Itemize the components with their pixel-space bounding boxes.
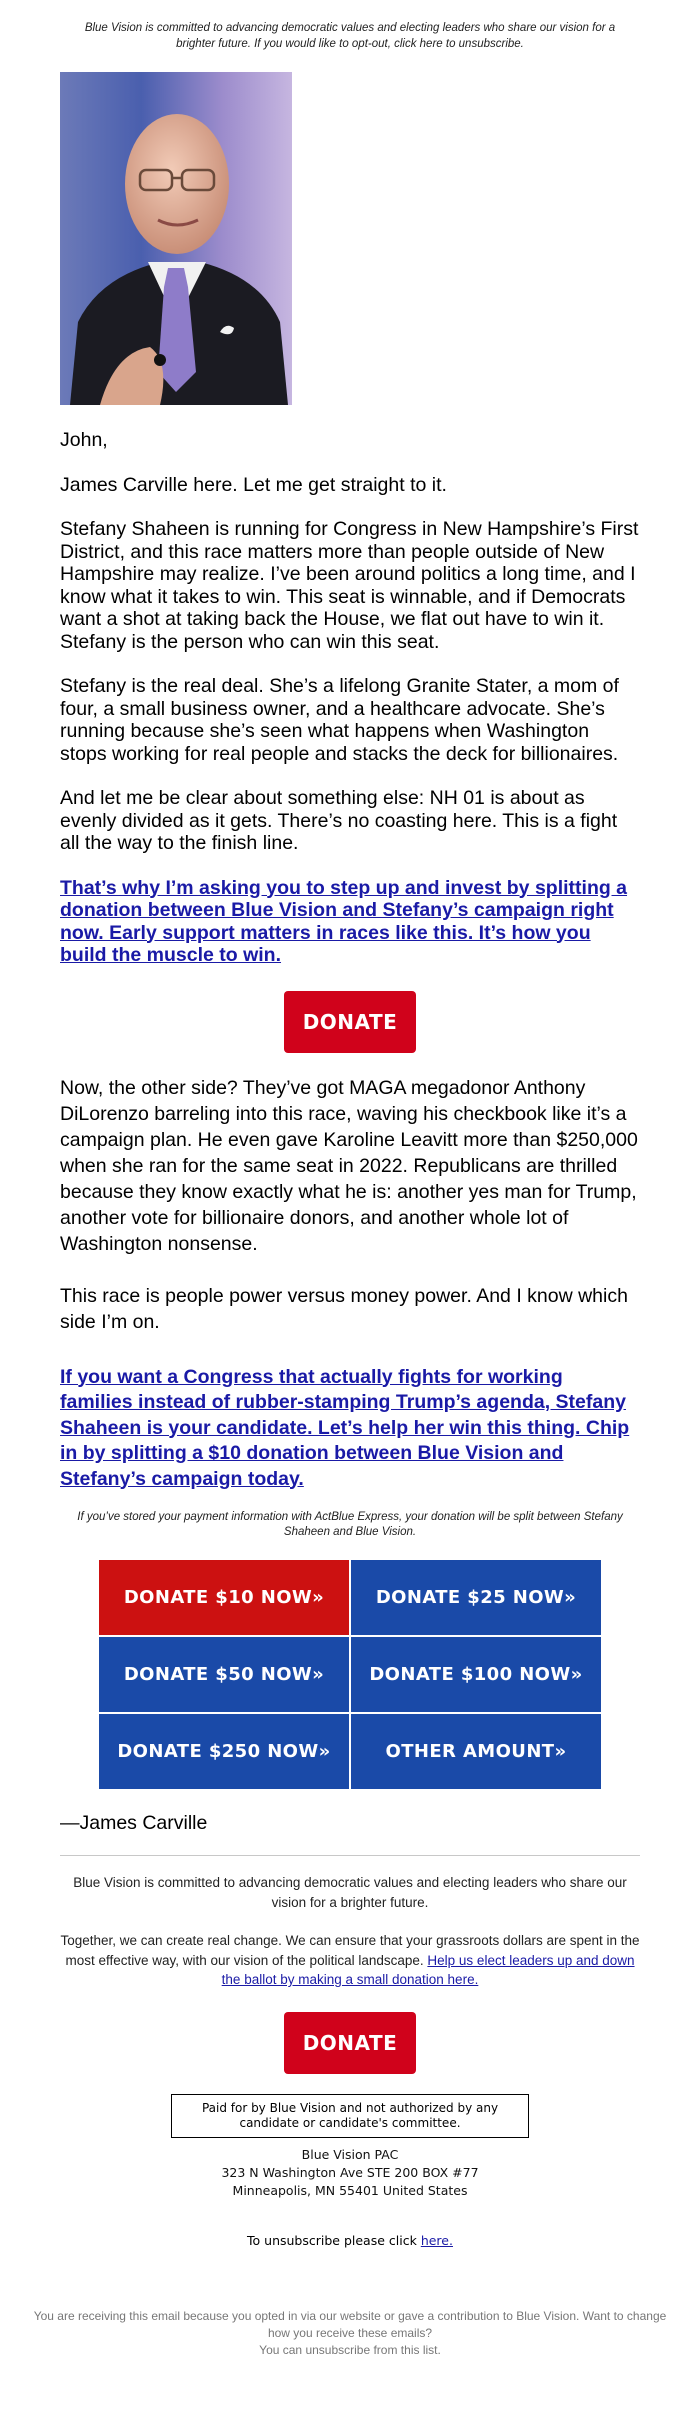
footer-mission: Blue Vision is committed to advancing democratic values and electing leaders who share our vision for a brighter future. — [73, 1875, 627, 1910]
bottom-notice-line-1: You are receiving this email because you opted in via our website or gave a contribution to Blue Vision. Want to change how you receive these emails? — [33, 2308, 667, 2340]
footer-together — [60, 1931, 640, 1990]
bottom-notice — [30, 2308, 670, 2359]
paragraph-intro: James Carville here. Let me get straight to it. — [60, 473, 447, 496]
salutation: John, — [60, 429, 108, 451]
bottom-notice-line-2[interactable]: You can unsubscribe from this list. — [259, 2342, 441, 2357]
address-line-1: 323 N Washington Ave STE 200 BOX #77 — [221, 2164, 479, 2180]
unsubscribe-line — [0, 2232, 700, 2250]
mailing-address — [0, 2146, 700, 2200]
paragraph-people-power: This race is people power versus money power. And I know which side I’m on. — [60, 1284, 628, 1333]
donate-250-button[interactable]: DONATE $250 NOW» — [99, 1714, 349, 1789]
signature: —James Carville — [60, 1812, 208, 1834]
donate-25-button[interactable]: DONATE $25 NOW» — [351, 1560, 601, 1635]
donate-50-button[interactable]: DONATE $50 NOW» — [99, 1637, 349, 1712]
paragraph-race: Stefany Shaheen is running for Congress in New Hampshire’s First District, and this race matters more than people outside of New Hampshire may realize. I’ve been around politics a long time, and I know what it takes to win. This seat is winnable, and if Democrats want a shot at taking back the House, we flat out have to win it. Stefany is the person who can win this seat. — [60, 518, 639, 653]
paragraph-candidate: Stefany is the real deal. She’s a lifelong Granite Stater, a mom of four, a small business owner, and a healthcare advocate. She’s running because she’s seen what happens when Washington stops working for real people and stacks the deck for billionaires. — [60, 675, 619, 765]
paid-for-disclaimer: Paid for by Blue Vision and not authorized by any candidate or candidate's committee. — [171, 2094, 529, 2138]
footer-donate-link[interactable]: Help us elect leaders up and down the ballot by making a small donation here. — [221, 1952, 635, 1987]
address-name: Blue Vision PAC — [301, 2146, 399, 2162]
paragraph-opposition: Now, the other side? They’ve got MAGA megadonor Anthony DiLorenzo barreling into this race, waving his checkbook like it’s a campaign plan. He even gave Karoline Leavitt more than $250,000 when she ran for the same seat in 2022. Republicans are thrilled because they know exactly what he is: another yes man for Trump, another vote for billionaire donors, and another whole lot of Washington nonsense. — [60, 1076, 638, 1255]
paragraph-divided: And let me be clear about something else: NH 01 is about as evenly divided as it gets. There’s no coasting here. This is a fight all the way to the finish line. — [60, 787, 618, 854]
address-line-2: Minneapolis, MN 55401 United States — [232, 2182, 468, 2198]
footer-together-text: Together, we can create real change. We can ensure that your grassroots dollars are spent in the most effective way, with our vision of the political landscape. — [60, 1933, 640, 1968]
donate-10-button[interactable]: DONATE $10 NOW» — [99, 1560, 349, 1635]
candidate-photo — [60, 72, 292, 405]
ask-link-split-donation[interactable]: That’s why I’m asking you to step up and invest by splitting a donation between Blue Vision and Stefany’s campaign right now. Early support matters in races like this. It’s how you build the muscle to win. — [60, 876, 628, 966]
unsubscribe-link[interactable]: here. — [420, 2232, 453, 2248]
preheader-text[interactable]: Blue Vision is committed to advancing democratic values and electing leaders who share our vision for a brighter future. If you would like to opt-out, click here to unsubscribe. — [84, 22, 616, 50]
donate-other-amount-button[interactable]: OTHER AMOUNT» — [351, 1714, 601, 1789]
unsubscribe-text: To unsubscribe please click — [247, 2232, 417, 2248]
donate-button[interactable]: DONATE — [284, 991, 416, 1053]
ask-link-chip-in[interactable]: If you want a Congress that actually fights for working families instead of rubber-stamping Trump’s agenda, Stefany Shaheen is your candidate. Let’s help her win this thing. Chip in by splitting a $10 donation between Blue Vision and Stefany’s campaign today. — [60, 1365, 630, 1490]
donation-amount-grid — [99, 1560, 601, 1789]
main-content — [60, 72, 640, 1492]
donate-100-button[interactable]: DONATE $100 NOW» — [351, 1637, 601, 1712]
actblue-express-note: If you’ve stored your payment information with ActBlue Express, your donation will be split between Stefany Shaheen and Blue Vision. — [77, 1511, 623, 1538]
footer-donate-button[interactable]: DONATE — [284, 2012, 416, 2074]
